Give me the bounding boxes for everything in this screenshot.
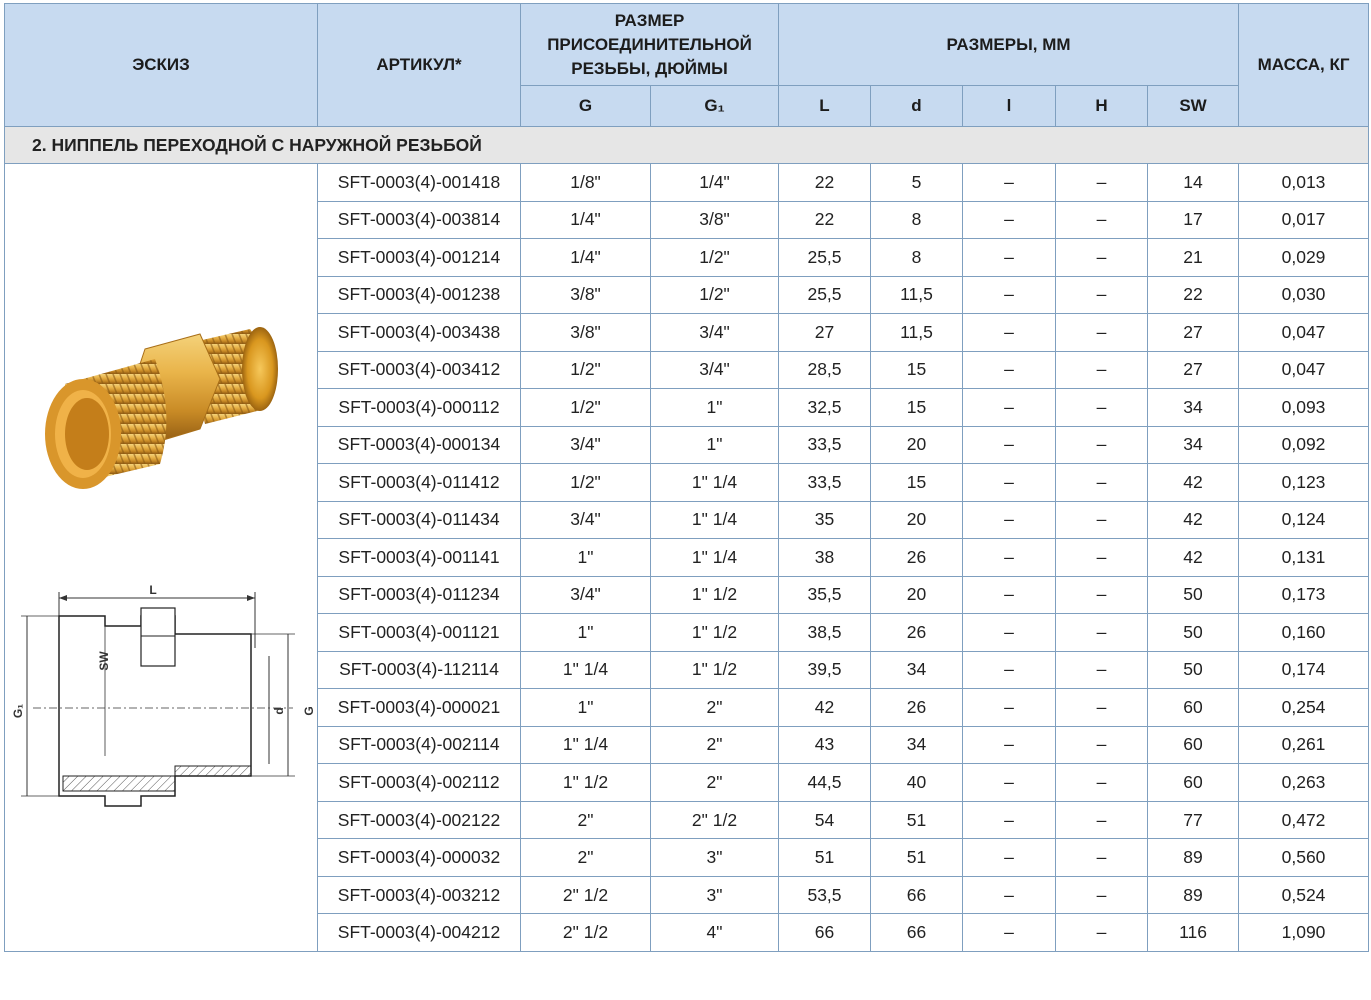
section-row xyxy=(5,127,1369,164)
cell-mass: 0,013 xyxy=(1239,164,1369,202)
cell-mass: 0,029 xyxy=(1239,239,1369,277)
cell-thread-g1: 3" xyxy=(651,839,779,877)
cell-wrench-sw: 42 xyxy=(1148,501,1239,539)
cell-thread-g: 1" 1/4 xyxy=(521,726,651,764)
cell-l-small: – xyxy=(963,839,1056,877)
cell-article: SFT-0003(4)-002114 xyxy=(318,726,521,764)
cell-article: SFT-0003(4)-001214 xyxy=(318,239,521,277)
cell-mass: 0,017 xyxy=(1239,201,1369,239)
header-article: АРТИКУЛ* xyxy=(318,4,521,127)
cell-height-h: – xyxy=(1056,801,1148,839)
cell-thread-g1: 2" xyxy=(651,764,779,802)
cell-length-l: 54 xyxy=(779,801,871,839)
cell-mass: 1,090 xyxy=(1239,914,1369,952)
cell-thread-g: 1/8" xyxy=(521,164,651,202)
header-sw: SW xyxy=(1148,86,1239,127)
cell-l-small: – xyxy=(963,876,1056,914)
cell-mass: 0,560 xyxy=(1239,839,1369,877)
cell-l-small: – xyxy=(963,801,1056,839)
cell-article: SFT-0003(4)-003814 xyxy=(318,201,521,239)
cell-thread-g: 1/2" xyxy=(521,389,651,427)
cell-thread-g: 1/2" xyxy=(521,351,651,389)
cell-thread-g1: 1" 1/2 xyxy=(651,651,779,689)
cell-diameter-d: 5 xyxy=(871,164,963,202)
cell-article: SFT-0003(4)-003212 xyxy=(318,876,521,914)
cell-l-small: – xyxy=(963,464,1056,502)
cell-diameter-d: 15 xyxy=(871,351,963,389)
cell-l-small: – xyxy=(963,689,1056,727)
cell-thread-g: 3/8" xyxy=(521,314,651,352)
cell-diameter-d: 26 xyxy=(871,539,963,577)
cell-thread-g1: 3" xyxy=(651,876,779,914)
table-row xyxy=(5,164,1369,202)
cell-mass: 0,263 xyxy=(1239,764,1369,802)
cell-length-l: 33,5 xyxy=(779,426,871,464)
cell-height-h: – xyxy=(1056,201,1148,239)
cell-wrench-sw: 60 xyxy=(1148,726,1239,764)
cell-length-l: 42 xyxy=(779,689,871,727)
cell-height-h: – xyxy=(1056,839,1148,877)
cell-article: SFT-0003(4)-000021 xyxy=(318,689,521,727)
cell-article: SFT-0003(4)-001238 xyxy=(318,276,521,314)
cell-mass: 0,160 xyxy=(1239,614,1369,652)
cell-height-h: – xyxy=(1056,164,1148,202)
cell-diameter-d: 66 xyxy=(871,914,963,952)
cell-thread-g: 3/4" xyxy=(521,501,651,539)
cell-wrench-sw: 42 xyxy=(1148,539,1239,577)
cell-height-h: – xyxy=(1056,876,1148,914)
cell-length-l: 51 xyxy=(779,839,871,877)
cell-height-h: – xyxy=(1056,914,1148,952)
cell-mass: 0,261 xyxy=(1239,726,1369,764)
cell-length-l: 25,5 xyxy=(779,276,871,314)
cell-diameter-d: 51 xyxy=(871,839,963,877)
cell-l-small: – xyxy=(963,201,1056,239)
cell-wrench-sw: 34 xyxy=(1148,426,1239,464)
cell-length-l: 35,5 xyxy=(779,576,871,614)
header-l-big: L xyxy=(779,86,871,127)
cell-l-small: – xyxy=(963,726,1056,764)
cell-thread-g: 1/2" xyxy=(521,464,651,502)
cell-thread-g: 1" xyxy=(521,539,651,577)
cell-l-small: – xyxy=(963,914,1056,952)
cell-height-h: – xyxy=(1056,239,1148,277)
cell-thread-g: 3/4" xyxy=(521,426,651,464)
cell-wrench-sw: 89 xyxy=(1148,839,1239,877)
cell-diameter-d: 8 xyxy=(871,201,963,239)
sketch-cell xyxy=(5,164,318,952)
cell-thread-g: 1/4" xyxy=(521,201,651,239)
cell-thread-g1: 2" xyxy=(651,726,779,764)
cell-height-h: – xyxy=(1056,464,1148,502)
cell-thread-g1: 1/4" xyxy=(651,164,779,202)
cell-thread-g1: 2" xyxy=(651,689,779,727)
cell-article: SFT-0003(4)-011412 xyxy=(318,464,521,502)
cell-article: SFT-0003(4)-001418 xyxy=(318,164,521,202)
label-sw: SW xyxy=(97,651,111,671)
cell-height-h: – xyxy=(1056,389,1148,427)
cell-diameter-d: 11,5 xyxy=(871,276,963,314)
cell-diameter-d: 26 xyxy=(871,689,963,727)
label-l: L xyxy=(149,583,157,597)
cell-diameter-d: 20 xyxy=(871,426,963,464)
cell-length-l: 43 xyxy=(779,726,871,764)
cell-thread-g1: 3/8" xyxy=(651,201,779,239)
cell-l-small: – xyxy=(963,614,1056,652)
cell-length-l: 38,5 xyxy=(779,614,871,652)
spec-table xyxy=(4,3,1369,952)
label-g1: G₁ xyxy=(11,703,25,719)
header-h: H xyxy=(1056,86,1148,127)
cell-thread-g1: 2" 1/2 xyxy=(651,801,779,839)
cell-article: SFT-0003(4)-000134 xyxy=(318,426,521,464)
cell-diameter-d: 8 xyxy=(871,239,963,277)
cell-diameter-d: 34 xyxy=(871,651,963,689)
cell-mass: 0,124 xyxy=(1239,501,1369,539)
cell-l-small: – xyxy=(963,651,1056,689)
cell-length-l: 32,5 xyxy=(779,389,871,427)
cell-height-h: – xyxy=(1056,726,1148,764)
cell-thread-g1: 3/4" xyxy=(651,314,779,352)
cell-length-l: 27 xyxy=(779,314,871,352)
nipple-photo-image xyxy=(35,304,285,504)
cell-mass: 0,174 xyxy=(1239,651,1369,689)
cell-height-h: – xyxy=(1056,764,1148,802)
cell-article: SFT-0003(4)-112114 xyxy=(318,651,521,689)
cell-wrench-sw: 50 xyxy=(1148,614,1239,652)
cell-thread-g: 1" xyxy=(521,689,651,727)
cell-thread-g1: 3/4" xyxy=(651,351,779,389)
cell-height-h: – xyxy=(1056,276,1148,314)
label-d: d xyxy=(272,707,286,715)
cell-mass: 0,173 xyxy=(1239,576,1369,614)
cell-article: SFT-0003(4)-011234 xyxy=(318,576,521,614)
cell-l-small: – xyxy=(963,426,1056,464)
section-title: 2. НИППЕЛЬ ПЕРЕХОДНОЙ С НАРУЖНОЙ РЕЗЬБОЙ xyxy=(5,127,1369,164)
cell-wrench-sw: 50 xyxy=(1148,576,1239,614)
cell-length-l: 39,5 xyxy=(779,651,871,689)
cell-length-l: 44,5 xyxy=(779,764,871,802)
cell-l-small: – xyxy=(963,351,1056,389)
cell-thread-g: 1" xyxy=(521,614,651,652)
cell-mass: 0,254 xyxy=(1239,689,1369,727)
technical-drawing xyxy=(11,583,316,831)
header-mass: МАССА, КГ xyxy=(1239,4,1369,127)
cell-mass: 0,047 xyxy=(1239,314,1369,352)
cell-thread-g1: 1" 1/4 xyxy=(651,464,779,502)
cell-length-l: 22 xyxy=(779,164,871,202)
cell-thread-g1: 1/2" xyxy=(651,276,779,314)
cell-wrench-sw: 77 xyxy=(1148,801,1239,839)
cell-wrench-sw: 27 xyxy=(1148,351,1239,389)
header-dimensions: РАЗМЕРЫ, ММ xyxy=(779,4,1239,86)
cell-l-small: – xyxy=(963,239,1056,277)
cell-l-small: – xyxy=(963,276,1056,314)
cell-length-l: 28,5 xyxy=(779,351,871,389)
cell-diameter-d: 20 xyxy=(871,501,963,539)
cell-article: SFT-0003(4)-000032 xyxy=(318,839,521,877)
cell-mass: 0,092 xyxy=(1239,426,1369,464)
cell-article: SFT-0003(4)-004212 xyxy=(318,914,521,952)
cell-thread-g: 2" xyxy=(521,801,651,839)
cell-mass: 0,472 xyxy=(1239,801,1369,839)
cell-wrench-sw: 60 xyxy=(1148,764,1239,802)
cell-height-h: – xyxy=(1056,614,1148,652)
cell-wrench-sw: 22 xyxy=(1148,276,1239,314)
cell-article: SFT-0003(4)-000112 xyxy=(318,389,521,427)
cell-thread-g: 3/8" xyxy=(521,276,651,314)
cell-height-h: – xyxy=(1056,501,1148,539)
cell-article: SFT-0003(4)-002122 xyxy=(318,801,521,839)
cell-height-h: – xyxy=(1056,426,1148,464)
cell-l-small: – xyxy=(963,164,1056,202)
cell-l-small: – xyxy=(963,501,1056,539)
cell-thread-g1: 1" 1/2 xyxy=(651,576,779,614)
cell-height-h: – xyxy=(1056,651,1148,689)
cell-thread-g: 3/4" xyxy=(521,576,651,614)
cell-diameter-d: 26 xyxy=(871,614,963,652)
cell-length-l: 35 xyxy=(779,501,871,539)
cell-thread-g: 1/4" xyxy=(521,239,651,277)
cell-article: SFT-0003(4)-011434 xyxy=(318,501,521,539)
cell-wrench-sw: 34 xyxy=(1148,389,1239,427)
cell-thread-g1: 1" xyxy=(651,426,779,464)
header-l-small: l xyxy=(963,86,1056,127)
cell-length-l: 38 xyxy=(779,539,871,577)
cell-wrench-sw: 60 xyxy=(1148,689,1239,727)
cell-length-l: 66 xyxy=(779,914,871,952)
header-d: d xyxy=(871,86,963,127)
cell-thread-g1: 1" 1/4 xyxy=(651,539,779,577)
cell-article: SFT-0003(4)-001141 xyxy=(318,539,521,577)
label-g: G xyxy=(302,706,316,716)
cell-wrench-sw: 14 xyxy=(1148,164,1239,202)
cell-thread-g1: 1" xyxy=(651,389,779,427)
cell-height-h: – xyxy=(1056,314,1148,352)
cell-diameter-d: 11,5 xyxy=(871,314,963,352)
cell-diameter-d: 66 xyxy=(871,876,963,914)
cell-wrench-sw: 17 xyxy=(1148,201,1239,239)
cell-wrench-sw: 89 xyxy=(1148,876,1239,914)
cell-height-h: – xyxy=(1056,539,1148,577)
cell-thread-g: 2" xyxy=(521,839,651,877)
cell-article: SFT-0003(4)-001121 xyxy=(318,614,521,652)
cell-mass: 0,123 xyxy=(1239,464,1369,502)
cell-wrench-sw: 50 xyxy=(1148,651,1239,689)
cell-diameter-d: 20 xyxy=(871,576,963,614)
header-g: G xyxy=(521,86,651,127)
table-body xyxy=(5,127,1369,952)
cell-diameter-d: 15 xyxy=(871,389,963,427)
cell-thread-g1: 1" 1/4 xyxy=(651,501,779,539)
cell-mass: 0,093 xyxy=(1239,389,1369,427)
header-g1: G₁ xyxy=(651,86,779,127)
cell-length-l: 53,5 xyxy=(779,876,871,914)
cell-thread-g: 2" 1/2 xyxy=(521,876,651,914)
cell-height-h: – xyxy=(1056,351,1148,389)
cell-thread-g: 1" 1/2 xyxy=(521,764,651,802)
header-sketch: ЭСКИЗ xyxy=(5,4,318,127)
cell-thread-g1: 4" xyxy=(651,914,779,952)
cell-diameter-d: 15 xyxy=(871,464,963,502)
cell-thread-g1: 1/2" xyxy=(651,239,779,277)
cell-height-h: – xyxy=(1056,689,1148,727)
cell-thread-g: 1" 1/4 xyxy=(521,651,651,689)
table-header xyxy=(5,4,1369,127)
cell-wrench-sw: 21 xyxy=(1148,239,1239,277)
cell-mass: 0,131 xyxy=(1239,539,1369,577)
cell-mass: 0,047 xyxy=(1239,351,1369,389)
cell-wrench-sw: 42 xyxy=(1148,464,1239,502)
cell-l-small: – xyxy=(963,389,1056,427)
cell-diameter-d: 34 xyxy=(871,726,963,764)
cell-length-l: 25,5 xyxy=(779,239,871,277)
cell-diameter-d: 51 xyxy=(871,801,963,839)
cell-length-l: 33,5 xyxy=(779,464,871,502)
cell-diameter-d: 40 xyxy=(871,764,963,802)
cell-article: SFT-0003(4)-002112 xyxy=(318,764,521,802)
cell-mass: 0,524 xyxy=(1239,876,1369,914)
header-thread-size: РАЗМЕР ПРИСОЕДИНИТЕЛЬНОЙ РЕЗЬБЫ, ДЮЙМЫ xyxy=(521,4,779,86)
cell-article: SFT-0003(4)-003438 xyxy=(318,314,521,352)
cell-length-l: 22 xyxy=(779,201,871,239)
cell-wrench-sw: 116 xyxy=(1148,914,1239,952)
cell-l-small: – xyxy=(963,314,1056,352)
cell-l-small: – xyxy=(963,539,1056,577)
cell-article: SFT-0003(4)-003412 xyxy=(318,351,521,389)
cell-l-small: – xyxy=(963,764,1056,802)
cell-thread-g1: 1" 1/2 xyxy=(651,614,779,652)
cell-height-h: – xyxy=(1056,576,1148,614)
cell-l-small: – xyxy=(963,576,1056,614)
cell-thread-g: 2" 1/2 xyxy=(521,914,651,952)
cell-mass: 0,030 xyxy=(1239,276,1369,314)
cell-wrench-sw: 27 xyxy=(1148,314,1239,352)
